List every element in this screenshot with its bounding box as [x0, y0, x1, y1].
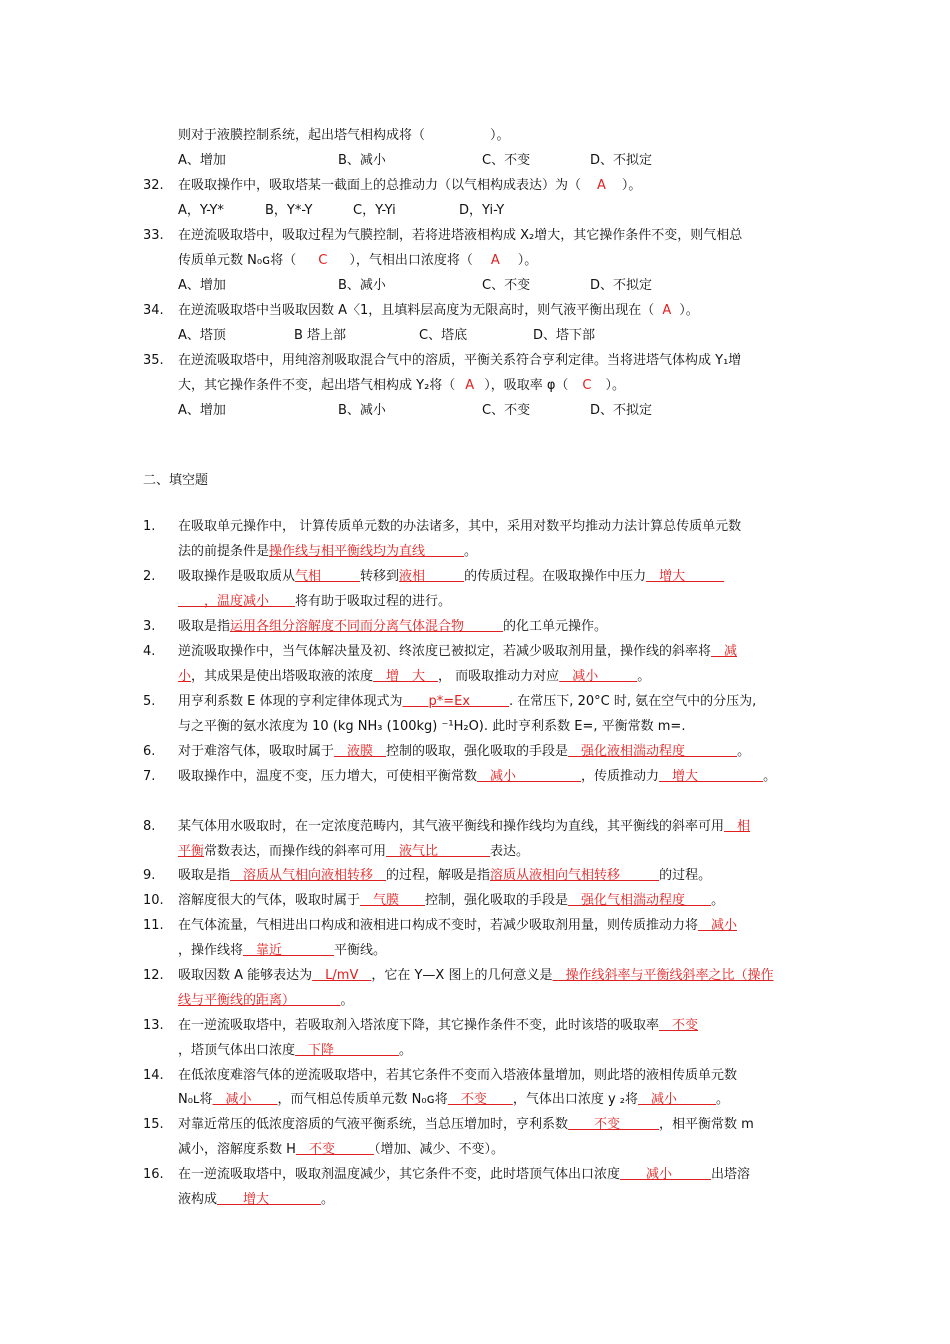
- q31-option-b: B、减小: [338, 153, 386, 168]
- fill-5-line-2: 与之平衡的氨水浓度为 10 (kg NH₃ (100kg) ⁻¹H₂O). 此时亨利系数 E=, 平衡常数 m=.: [178, 719, 686, 734]
- answer: 运用各组分溶解度不同而分离气体混合物: [230, 619, 504, 634]
- answer: p*=Ex: [402, 694, 510, 709]
- question-number: 5.: [143, 694, 156, 709]
- q33-option-b: B、减小: [338, 278, 386, 293]
- fill-13-line-1: 在一逆流吸取塔中，若吸取剂入塔浓度下降，其它操作条件不变，此时该塔的吸取率 不变: [178, 1018, 699, 1033]
- question-number: 34.: [143, 303, 164, 318]
- answer: 增大: [659, 769, 764, 784]
- question-32: 在吸取操作中，吸取塔某一截面上的总推动力（以气相构成表达）为（ A ）。: [178, 178, 642, 193]
- q34-option-a: A、塔顶: [178, 328, 226, 343]
- q34-option-b: B 塔上部: [294, 328, 347, 343]
- fill-10: 溶解度很大的气体，吸取时属于 气膜 控制，强化吸取的手段是 强化气相湍动程度 。: [178, 893, 725, 908]
- q32-option-c: C，Y-Yi: [353, 203, 396, 218]
- question-33-line-1: 在逆流吸取塔中，吸取过程为气膜控制，若将进塔液相构成 X₂增大，其它操作条件不变，则气相总: [178, 228, 743, 243]
- answer: 液气比: [386, 844, 491, 859]
- question-number: 8.: [143, 819, 156, 834]
- answer: A: [465, 378, 475, 393]
- answer: 气相: [295, 569, 361, 584]
- answer: 气膜: [360, 893, 426, 908]
- answer: 减小: [477, 769, 582, 784]
- fill-4-line-1: 逆流吸取操作中，当气体解决量及初、终浓度已被拟定，若减少吸取剂用量，操作线的斜率将 减: [178, 644, 738, 659]
- answer: A: [662, 303, 672, 318]
- question-number: 1.: [143, 519, 156, 534]
- question-number: 4.: [143, 644, 156, 659]
- q34-option-c: C、塔底: [419, 328, 468, 343]
- question-number: 32.: [143, 178, 164, 193]
- answer: 不变: [295, 1142, 374, 1157]
- q34-option-d: D、塔下部: [533, 328, 596, 343]
- q31-option-a: A、增加: [178, 153, 226, 168]
- fill-5-line-1: 用亨利系数 E 体现的亨利定律体现式为 p*=Ex . 在常压下, 20°C 时, 氨在空气中的分压为,: [178, 694, 757, 709]
- question-number: 11.: [143, 918, 164, 933]
- answer: 减: [711, 644, 738, 659]
- question-number: 7.: [143, 769, 156, 784]
- q31-option-c: C、不变: [482, 153, 531, 168]
- fill-7: 吸取操作中，温度不变，压力增大，可使相平衡常数 减小 ，传质推动力 增大 。: [178, 769, 777, 784]
- fill-1-line-2: 法的前提条件是操作线与相平衡线均为直线 。: [178, 544, 478, 559]
- answer: L/mV: [312, 968, 372, 983]
- fill-13-line-2: ，塔顶气体出口浓度 下降 。: [178, 1043, 413, 1058]
- answer: 增 大: [373, 669, 439, 684]
- answer: 线与平衡线的距离）: [178, 993, 341, 1008]
- fill-4-line-2: 小，其成果是使出塔吸取液的浓度 增 大 ， 而吸取推动力对应 减小 。: [178, 669, 651, 684]
- answer: A: [490, 253, 500, 268]
- answer: 减小: [212, 1092, 278, 1107]
- answer: 液膜: [334, 744, 387, 759]
- q35-option-c: C、不变: [482, 403, 531, 418]
- answer: 强化液相湍动程度: [568, 744, 738, 759]
- q33-option-a: A、增加: [178, 278, 226, 293]
- fill-2-line-2: ，温度减小 将有助于吸取过程的进行。: [178, 594, 452, 609]
- answer: 减小: [638, 1092, 717, 1107]
- fill-14-line-2: N₀ʟ将 减小 ，而气相总传质单元数 N₀ɢ将 不变 ，气体出口浓度 y ₂将 减小 。: [178, 1092, 730, 1107]
- fill-11-line-1: 在气体流量，气相进出口构成和液相进口构成不变时，若减少吸取剂用量，则传质推动力将 减小: [178, 918, 738, 933]
- fill-16-line-1: 在一逆流吸取塔中，吸取剂温度减少，其它条件不变，此时塔顶气体出口浓度 减小 出塔溶: [178, 1167, 751, 1182]
- q32-option-b: B，Y*-Y: [265, 203, 313, 218]
- answer: C: [582, 378, 592, 393]
- answer: 增大: [217, 1192, 322, 1207]
- question-number: 2.: [143, 569, 156, 584]
- fill-12-line-2: 线与平衡线的距离） 。: [178, 993, 354, 1008]
- question-number: 10.: [143, 893, 164, 908]
- fill-8-line-1: 某气体用水吸取时，在一定浓度范畴内，其气液平衡线和操作线均为直线，其平衡线的斜率可用 相: [178, 819, 751, 834]
- q33-option-c: C、不变: [482, 278, 531, 293]
- answer: 减小: [698, 918, 738, 933]
- answer: 不变: [659, 1018, 699, 1033]
- question-number: 33.: [143, 228, 164, 243]
- section-heading: 二、填空题: [143, 473, 209, 488]
- fill-11-line-2: ，操作线将 靠近 平衡线。: [178, 943, 387, 958]
- q35-option-b: B、减小: [338, 403, 386, 418]
- answer: 靠近: [243, 943, 335, 958]
- answer: 溶质从气相向液相转移: [230, 868, 387, 883]
- question-number: 9.: [143, 868, 156, 883]
- answer: 强化气相湍动程度: [568, 893, 712, 908]
- question-number: 14.: [143, 1068, 164, 1083]
- q33-option-d: D、不拟定: [590, 278, 653, 293]
- question-33-line-2: 传质单元数 N₀ɢ将（ C ），气相出口浓度将（ A ）。: [178, 253, 538, 268]
- question-34: 在逆流吸取塔中当吸取因数 A〈1，且填料层高度为无限高时，则气液平衡出现在（ A ）。: [178, 303, 699, 318]
- fill-6: 对于难溶气体，吸取时属于 液膜 控制的吸取，强化吸取的手段是 强化液相湍动程度 。: [178, 744, 751, 759]
- fill-3: 吸取是指运用各组分溶解度不同而分离气体混合物 的化工单元操作。: [178, 619, 608, 634]
- q31-tail: 则对于液膜控制系统，起出塔气相构成将（ ）。: [178, 128, 510, 143]
- answer: 减小: [559, 669, 638, 684]
- q35-option-d: D、不拟定: [590, 403, 653, 418]
- answer: 操作线与相平衡线均为直线: [269, 544, 465, 559]
- answer: 液相: [399, 569, 465, 584]
- fill-15-line-1: 对靠近常压的低浓度溶质的气液平衡系统，当总压增加时，亨利系数 不变 ，相平衡常数 m: [178, 1117, 754, 1132]
- fill-15-line-2: 减小，溶解度系数 H 不变 （增加、减少、不变）。: [178, 1142, 504, 1157]
- fill-14-line-1: 在低浓度难溶气体的逆流吸取塔中，若其它条件不变而入塔液体量增加，则此塔的液相传质单元数: [178, 1068, 738, 1083]
- question-35-line-2: 大，其它操作条件不变，起出塔气相构成 Y₂将（ A ），吸取率 φ（ C ）。: [178, 378, 626, 393]
- question-number: 3.: [143, 619, 156, 634]
- question-number: 35.: [143, 353, 164, 368]
- question-number: 13.: [143, 1018, 164, 1033]
- answer: 减小: [620, 1167, 712, 1182]
- fill-9: 吸取是指 溶质从气相向液相转移 的过程，解吸是指溶质从液相向气相转移 的过程。: [178, 868, 712, 883]
- q31-option-d: D、不拟定: [590, 153, 653, 168]
- answer: 不变: [568, 1117, 660, 1132]
- fill-12-line-1: 吸取因数 A 能够表达为 L/mV ，它在 Y—X 图上的几何意义是 操作线斜率与平衡线斜率之比（操作: [178, 968, 774, 983]
- answer: 下降: [295, 1043, 400, 1058]
- answer: 增大: [646, 569, 725, 584]
- question-35-line-1: 在逆流吸取塔中，用纯溶剂吸取混合气中的溶质，平衡关系符合亨利定律。当将进塔气体构成 Y₁增: [178, 353, 742, 368]
- answer: 不变: [447, 1092, 513, 1107]
- fill-2-line-1: 吸取操作是吸取质从气相 转移到液相 的传质过程。在吸取操作中压力 增大: [178, 569, 725, 584]
- q35-option-a: A、增加: [178, 403, 226, 418]
- q32-option-d: D，Yi-Y: [459, 203, 505, 218]
- answer: C: [318, 253, 328, 268]
- fill-8-line-2: 平衡常数表达，而操作线的斜率可用 液气比 表达。: [178, 844, 530, 859]
- answer: A: [597, 178, 606, 193]
- question-number: 6.: [143, 744, 156, 759]
- answer: 溶质从液相向气相转移: [490, 868, 660, 883]
- q32-option-a: A，Y-Y*: [178, 203, 224, 218]
- question-number: 16.: [143, 1167, 164, 1182]
- answer: 操作线斜率与平衡线斜率之比（操作: [552, 968, 774, 983]
- answer: 减小: [243, 594, 296, 609]
- fill-16-line-2: 液构成 增大 。: [178, 1192, 335, 1207]
- answer: 相: [724, 819, 751, 834]
- question-number: 15.: [143, 1117, 164, 1132]
- question-number: 12.: [143, 968, 164, 983]
- fill-1-line-1: 在吸取单元操作中， 计算传质单元数的办法诸多，其中，采用对数平均推动力法计算总传质单元数: [178, 519, 742, 534]
